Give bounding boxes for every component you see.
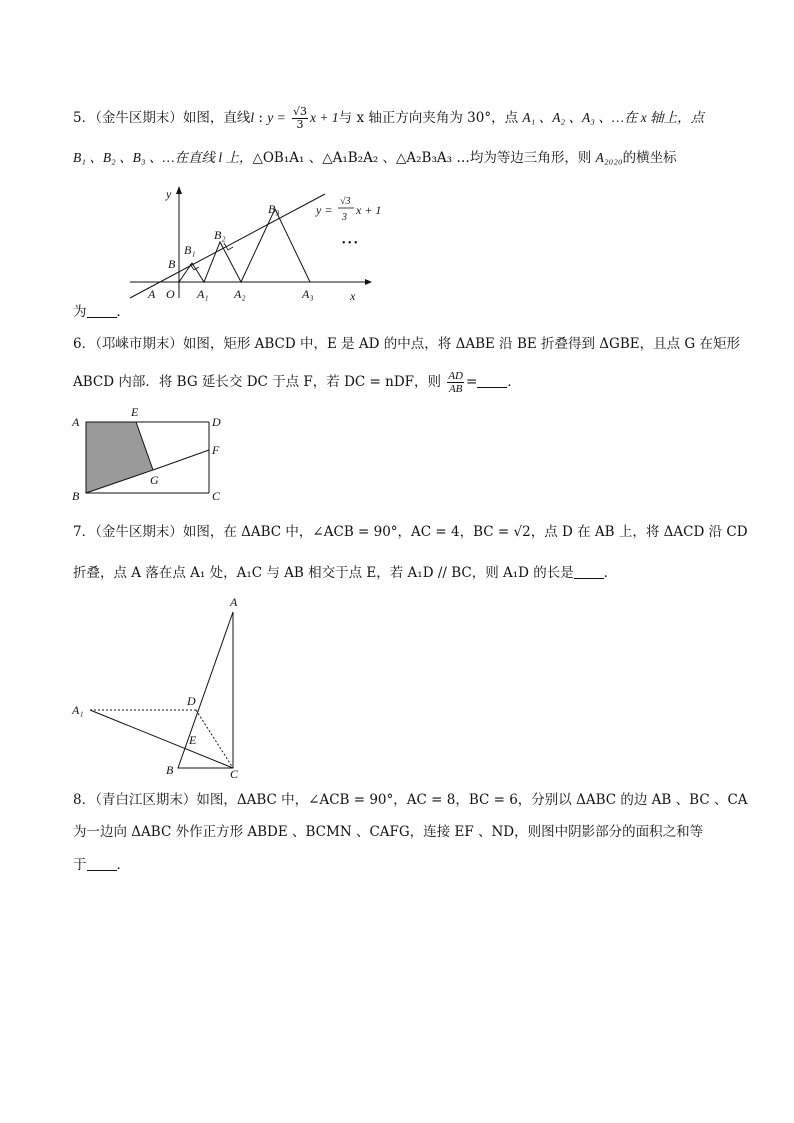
label-A: A [148, 287, 156, 301]
answer-blank [87, 858, 117, 871]
equation-fraction: $\frac{√3}{3}$ [293, 105, 308, 131]
problem-source: （金牛区期末） [95, 524, 183, 540]
segment-a1c [90, 710, 233, 768]
label-B: B [72, 489, 80, 503]
continuation-dots: • • • [342, 238, 358, 249]
problem-7-line-1: 7．（金牛区期末）如图，在 ΔABC 中，∠ACB = 90°，AC = 4，BC = √2，点 D 在 AB 上，将 ΔACD 沿 CD [73, 524, 748, 540]
figure-problem-5 [120, 180, 400, 310]
problem-6-line-1: 6．（邛崃市期末）如图，矩形 ABCD 中，E 是 AD 的中点，将 ΔABE 沿 BE 折叠得到 ΔGBE，且点 G 在矩形 [73, 336, 740, 352]
problem-source: （金牛区期末） [95, 110, 183, 126]
label-A3: A₃ [302, 287, 314, 301]
problem-number: 7 [73, 524, 82, 540]
label-D: D [212, 415, 221, 429]
label-E: E [131, 405, 139, 419]
label-equation-num: √3 [340, 196, 351, 207]
problem-5-line-1: 5．（金牛区期末）如图，直线l : y = $\frac{√3}{3}$ x + 1与 x 轴正方向夹角为 30°，点 A₁ 、A₂ 、A₃ 、…在 x 轴上，点 [73, 105, 705, 131]
label-D: D [187, 694, 196, 708]
shaded-triangle-gbe [86, 422, 153, 493]
equilateral-triangles [179, 209, 310, 282]
problem-8-line-2: 为一边向 ΔABC 外作正方形 ABDE 、BCMN 、CAFG，连接 EF 、ND，则图中阴影部分的面积之和等 [73, 824, 704, 840]
x-axis-arrow [365, 279, 372, 285]
label-B1: B₁ [184, 243, 196, 257]
dashed-dc [196, 710, 233, 768]
answer-blank [477, 375, 507, 388]
label-A1: A₁ [72, 703, 84, 717]
problem-number: 8 [73, 792, 82, 808]
label-A2: A₂ [234, 287, 246, 301]
label-y: y [166, 187, 172, 201]
problem-8-line-3: 于 ． [73, 857, 130, 873]
segment-gf [153, 450, 209, 470]
triangle-abc [178, 612, 233, 768]
label-x: x [350, 289, 356, 303]
label-B2: B₂ [214, 228, 226, 242]
problem-number: 5 [73, 110, 82, 126]
problem-source: （青白江区期末） [95, 792, 197, 808]
problem-7-line-2: 折叠，点 A 落在点 A₁ 处，A₁C 与 AB 相交于点 E，若 A₁D // BC，则 A₁D 的长是 ． [73, 565, 618, 581]
label-B: B [168, 257, 176, 271]
label-F: F [212, 443, 220, 457]
label-A: A [230, 595, 238, 609]
label-equation-den: 3 [342, 212, 347, 223]
label-O: O [166, 287, 175, 301]
figure-problem-6 [66, 402, 236, 506]
problem-8-line-1: 8．（青白江区期末）如图，ΔABC 中，∠ACB = 90°，AC = 8，BC = 6，分别以 ΔABC 的边 AB 、BC 、CA [73, 792, 748, 808]
problem-source: （邛崃市期末） [95, 336, 183, 352]
label-A1: A₁ [197, 287, 209, 301]
label-C: C [230, 767, 239, 780]
label-B: B [166, 763, 174, 777]
label-G: G [150, 473, 159, 487]
ratio-fraction: $\frac{AD}{AB}$ [448, 370, 463, 395]
label-equation-lhs: y = [316, 203, 333, 217]
label-C: C [212, 489, 221, 503]
label-equation-rhs: x + 1 [356, 203, 382, 217]
label-E: E [189, 733, 197, 747]
y-axis-arrow [176, 186, 182, 194]
answer-blank [87, 305, 117, 318]
problem-5-line-2: B₁ 、B₂ 、B₃ 、…在直线 l 上，△OB₁A₁ 、△A₁B₂A₂ 、△A₂B₃A₃ …均为等边三角形，则 A₂₀₂₀的横坐标 [73, 150, 677, 166]
label-B3: B₃ [268, 202, 280, 216]
answer-blank [574, 566, 604, 579]
problem-number: 6 [73, 336, 82, 352]
problem-5-line-3: 为 ． [73, 304, 130, 320]
label-A: A [72, 415, 80, 429]
figure-problem-7 [66, 590, 256, 780]
problem-6-line-2: ABCD 内部．将 BG 延长交 DC 于点 F，若 DC = nDF，则 $\frac{AD}{AB}$ = ． [73, 370, 521, 395]
